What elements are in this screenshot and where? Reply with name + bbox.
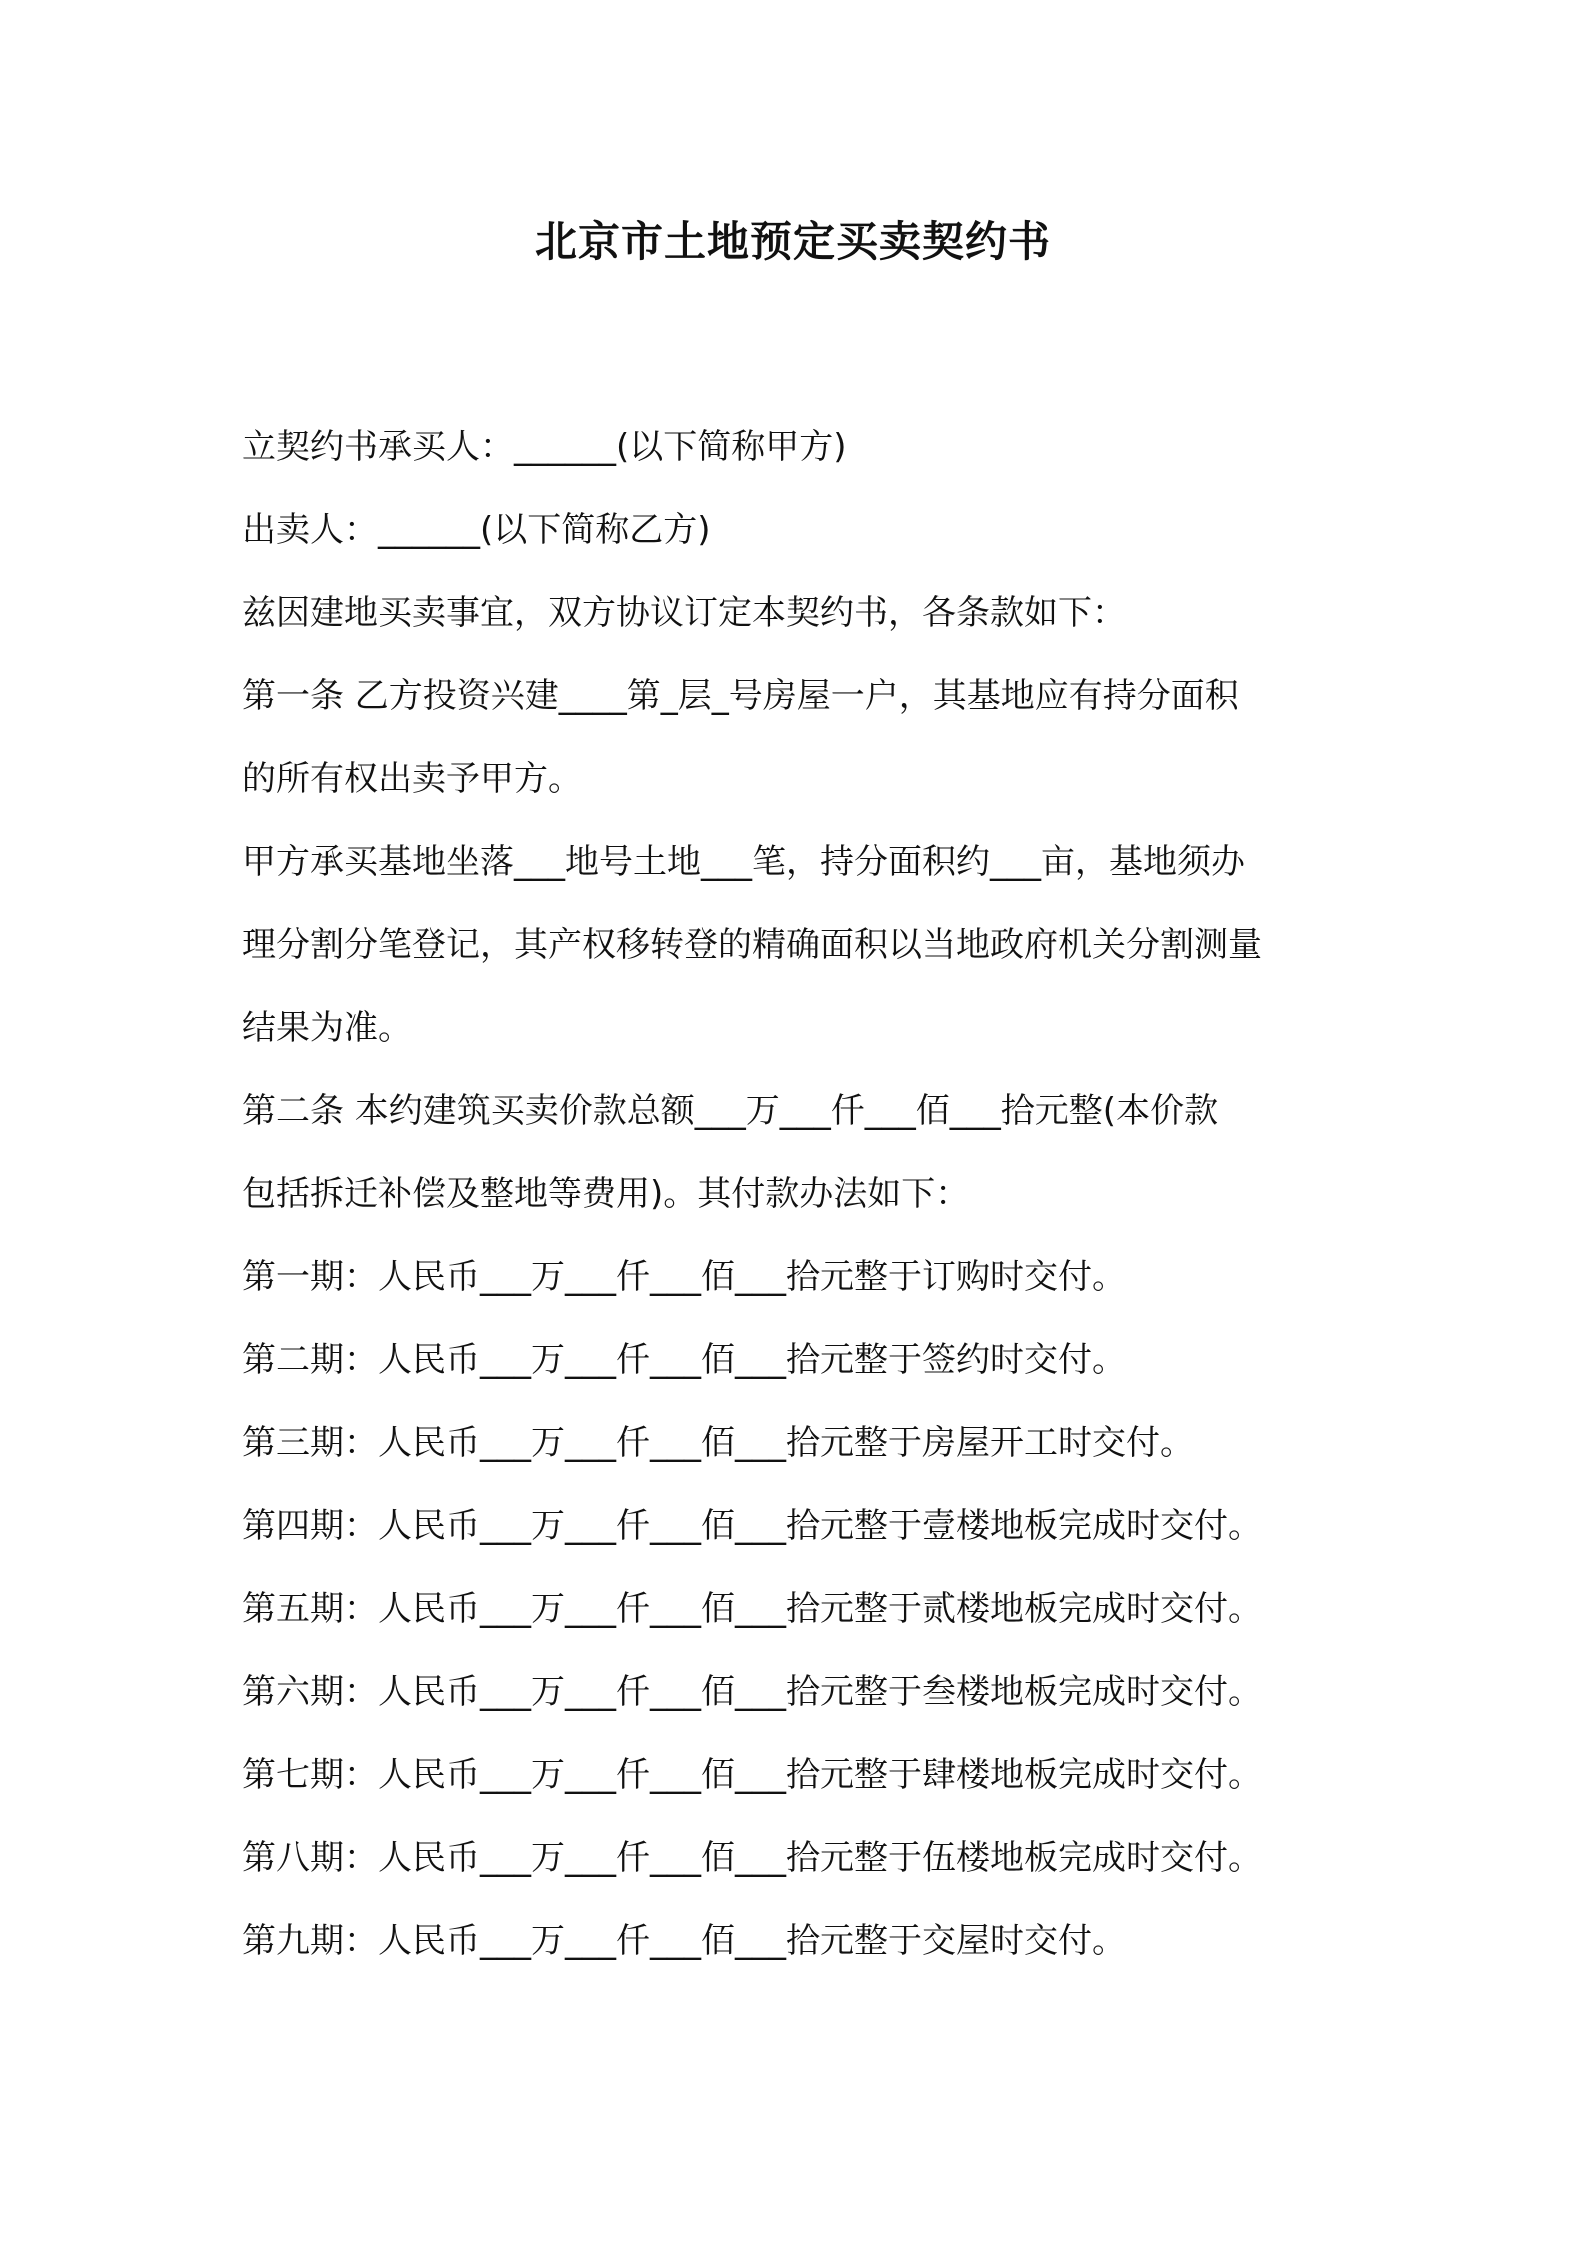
- document-body: [242, 406, 1382, 1983]
- payment-period-1: 第一期：人民币___万___仟___佰___拾元整于订购时交付。: [242, 1257, 1126, 1297]
- article-1-line-1: 第一条 乙方投资兴建____第_层_号房屋一户，其基地应有持分面积: [242, 676, 1239, 716]
- payment-period-4: 第四期：人民币___万___仟___佰___拾元整于壹楼地板完成时交付。: [242, 1506, 1262, 1546]
- payment-period-3: 第三期：人民币___万___仟___佰___拾元整于房屋开工时交付。: [242, 1423, 1194, 1463]
- article-1-land-line-3: 结果为准。: [242, 1008, 412, 1048]
- payment-period-6: 第六期：人民币___万___仟___佰___拾元整于叁楼地板完成时交付。: [242, 1672, 1262, 1712]
- payment-period-8: 第八期：人民币___万___仟___佰___拾元整于伍楼地板完成时交付。: [242, 1838, 1262, 1878]
- payment-period-9: 第九期：人民币___万___仟___佰___拾元整于交屋时交付。: [242, 1921, 1126, 1961]
- article-2-line-1: 第二条 本约建筑买卖价款总额___万___仟___佰___拾元整(本价款: [242, 1091, 1219, 1131]
- article-1-land-line-1: 甲方承买基地坐落___地号土地___笔，持分面积约___亩，基地须办: [242, 842, 1245, 882]
- buyer-line: 立契约书承买人：______(以下简称甲方): [242, 427, 847, 467]
- preamble-line: 兹因建地买卖事宜，双方协议订定本契约书，各条款如下：: [242, 593, 1126, 633]
- document-title: 北京市土地预定买卖契约书: [534, 217, 1051, 266]
- article-1-land-line-2: 理分割分笔登记，其产权移转登的精确面积以当地政府机关分割测量: [242, 925, 1262, 965]
- payment-period-5: 第五期：人民币___万___仟___佰___拾元整于贰楼地板完成时交付。: [242, 1589, 1262, 1629]
- article-1-line-2: 的所有权出卖予甲方。: [242, 759, 582, 799]
- seller-line: 出卖人：______(以下简称乙方): [242, 510, 711, 550]
- payment-period-7: 第七期：人民币___万___仟___佰___拾元整于肆楼地板完成时交付。: [242, 1755, 1262, 1795]
- article-2-line-2: 包括拆迁补偿及整地等费用)。其付款办法如下：: [242, 1174, 970, 1214]
- payment-period-2: 第二期：人民币___万___仟___佰___拾元整于签约时交付。: [242, 1340, 1126, 1380]
